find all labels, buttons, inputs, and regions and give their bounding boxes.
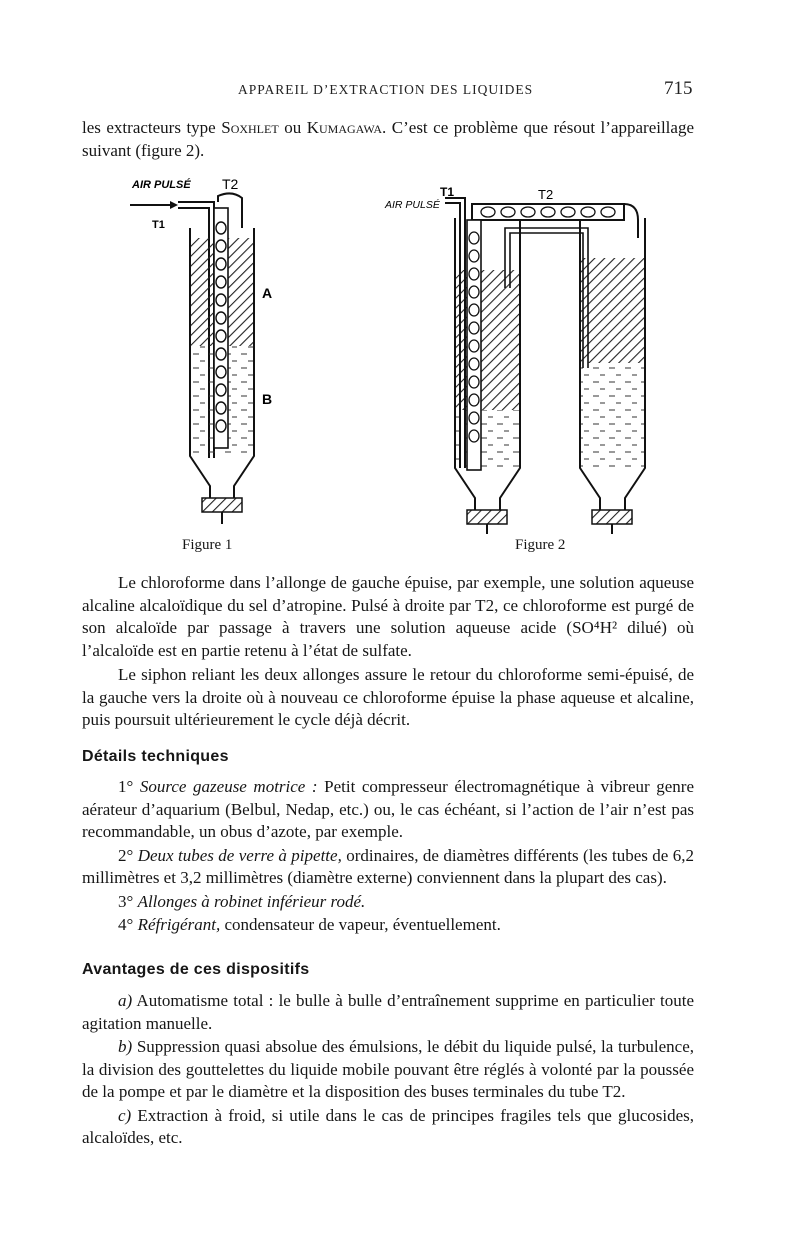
advantage-item	[82, 1105, 694, 1150]
detail-item	[82, 776, 694, 844]
figure-2-caption: Figure 2	[515, 537, 566, 553]
fig2-label-t2: T2	[538, 187, 554, 202]
fig1-label-t1: T1	[152, 219, 165, 231]
fig2-label-t1: T1	[440, 185, 455, 199]
paragraph-chloroform: Le chloroforme dans l’allonge de gauche épuise, par exemple, une solution aqueuse alcaline alcaloïdique du sel d’atropine. Pulsé à droite par T2, ce chloroforme est purgé de son alcaloïde par passage à travers une solution aqueuse acide (SO⁴H² dilué) où l’alcaloïde est en partie retenu à l’état de sulfate.	[82, 573, 694, 660]
figure-2-diagram	[384, 185, 645, 534]
intro-text-after: . C’est ce problème que résout l’appareillage suivant (figure 2).	[82, 118, 694, 160]
figure-1-diagram	[130, 176, 272, 524]
detail-title: Source gazeuse motrice :	[139, 777, 318, 796]
fig1-label-b: B	[262, 391, 273, 407]
intro-text-mid: ou	[278, 118, 307, 137]
detail-item	[82, 891, 694, 914]
details-list	[82, 776, 694, 938]
figures-area	[110, 168, 670, 563]
fig1-label-a: A	[262, 285, 273, 301]
details-heading: Détails techniques	[82, 748, 229, 765]
advantage-text: Automatisme total : le bulle à bulle d’entraînement supprime en particulier toute agitation manuelle.	[82, 991, 694, 1033]
explanation-section	[82, 572, 694, 734]
detail-text: condensateur de vapeur, éventuellement.	[220, 915, 501, 934]
detail-title: Allonges à robinet inférieur rodé.	[137, 891, 366, 911]
advantage-item	[82, 990, 694, 1035]
detail-title: Deux tubes de verre à pipette,	[137, 845, 342, 865]
figure-1-caption: Figure 1	[182, 537, 233, 553]
detail-text: Petit compresseur électromagnétique à vibreur genre aérateur d’aquarium (Belbul, Nedap, etc.) ou, le cas échéant, si l’action de l’air n’est pas recommandable, un obus d’azote, par exemple.	[82, 777, 694, 841]
fig1-label-t2: T2	[222, 176, 239, 192]
detail-num: 3°	[118, 891, 134, 911]
apparatus-diagrams	[110, 168, 670, 563]
running-head: APPAREIL D’EXTRACTION DES LIQUIDES	[238, 82, 534, 97]
advantage-label: c)	[118, 1105, 132, 1125]
detail-num: 1°	[118, 777, 134, 796]
kumagawa-name: Kumagawa	[306, 118, 383, 137]
advantage-label: a)	[118, 991, 133, 1010]
intro-text-before: les extracteurs type	[82, 118, 222, 137]
detail-num: 2°	[118, 845, 134, 865]
advantage-item	[82, 1036, 694, 1104]
intro-paragraph	[82, 117, 694, 162]
advantage-text: Suppression quasi absolue des émulsions, le débit du liquide pulsé, la turbulence, la division des gouttelettes du liquide mobile pouvant être réglés à volonté par la poussée de la pompe et par le diamètre et la disposition des buses terminales du tube T2.	[82, 1037, 694, 1101]
detail-title: Réfrigérant,	[137, 915, 221, 934]
detail-item	[82, 845, 694, 890]
advantage-label: b)	[118, 1037, 133, 1056]
fig2-label-air: AIR PULSÉ	[385, 199, 440, 211]
advantages-heading: Avantages de ces dispositifs	[82, 961, 310, 978]
paragraph-siphon: Le siphon reliant les deux allonges assure le retour du chloroforme semi-épuisé, de la gauche vers la droite où à nouveau ce chloroforme épuise la phase aqueuse et alcaline, puis poursuit ultérieurement le cycle déjà décrit.	[82, 665, 694, 729]
advantages-list	[82, 990, 694, 1151]
detail-text: ordinaires, de diamètres différents (les tubes de 6,2 millimètres et 3,2 millimètres (diamètre externe) conviennent dans la plupart des cas).	[82, 845, 695, 887]
detail-item	[82, 914, 694, 937]
soxhlet-name: Soxhlet	[221, 118, 279, 137]
advantage-text: Extraction à froid, si utile dans le cas de principes fragiles tels que glucosides, alcaloïdes, etc.	[82, 1105, 694, 1147]
page-number: 715	[664, 78, 693, 99]
detail-num: 4°	[118, 915, 134, 934]
fig1-label-air: AIR PULSÉ	[132, 179, 191, 191]
